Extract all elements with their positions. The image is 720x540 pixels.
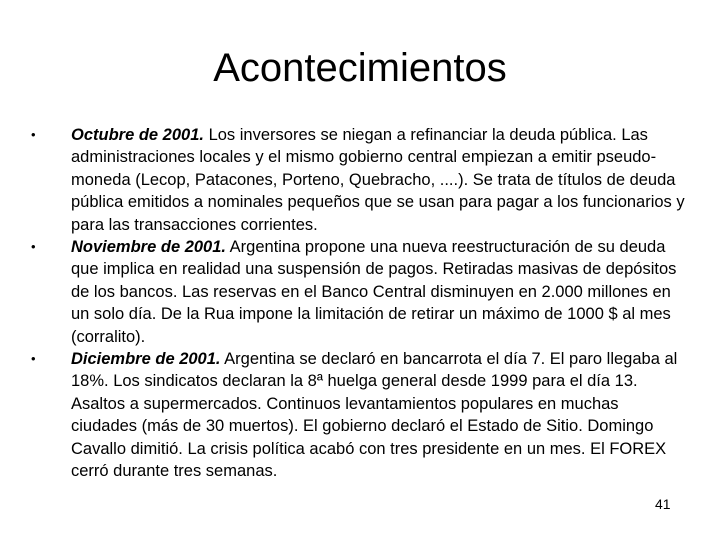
bullet-item-november: [28, 236, 688, 348]
bullet-lead-december: Diciembre de 2001.: [71, 350, 221, 369]
bullet-item-october: [28, 124, 688, 236]
bullet-marker: •: [31, 239, 36, 255]
bullet-text-december: Argentina se declaró en bancarrota el día 7. El paro llegaba al 18%. Los sindicatos declaran la 8ª huelga general desde 1999 para el día 13. Asaltos a supermercados. Continuos levantamientos populares en muchas ciudades (más de 30 muertos). El gobierno declaró el Estado de Sitio. Domingo Cavallo dimitió. La crisis política acabó con tres presidente en un mes. El FOREX cerró durante tres semanas.: [71, 350, 678, 481]
bullet-text-october: Los inversores se niegan a refinanciar la deuda pública. Las administraciones locales y el mismo gobierno central empiezan a emitir pseudo-moneda (Lecop, Patacones, Porteno, Quebracho, ....). Se trata de títulos de deuda pública emitidos a nominales pequeños que se usan para pagar a los funcionarios y para las transacciones corrientes.: [71, 126, 685, 234]
bullet-item-december: [28, 348, 688, 482]
slide-title: Acontecimientos: [213, 46, 507, 90]
page-number: 41: [655, 496, 671, 512]
bullet-marker: •: [31, 127, 36, 142]
bullet-list: [28, 124, 688, 483]
bullet-lead-november: Noviembre de 2001.: [71, 238, 226, 257]
bullet-lead-october: Octubre de 2001.: [71, 126, 204, 144]
bullet-marker: •: [31, 351, 36, 367]
bullet-text-november: Argentina propone una nueva reestructuración de su deuda que implica en realidad una suspensión de pagos. Retiradas masivas de depósitos de los bancos. Las reservas en el Banco Central disminuyen en 2.000 millones en un solo día. De la Rua impone la limitación de retirar un máximo de 1000 $ al mes (corralito).: [71, 238, 677, 346]
